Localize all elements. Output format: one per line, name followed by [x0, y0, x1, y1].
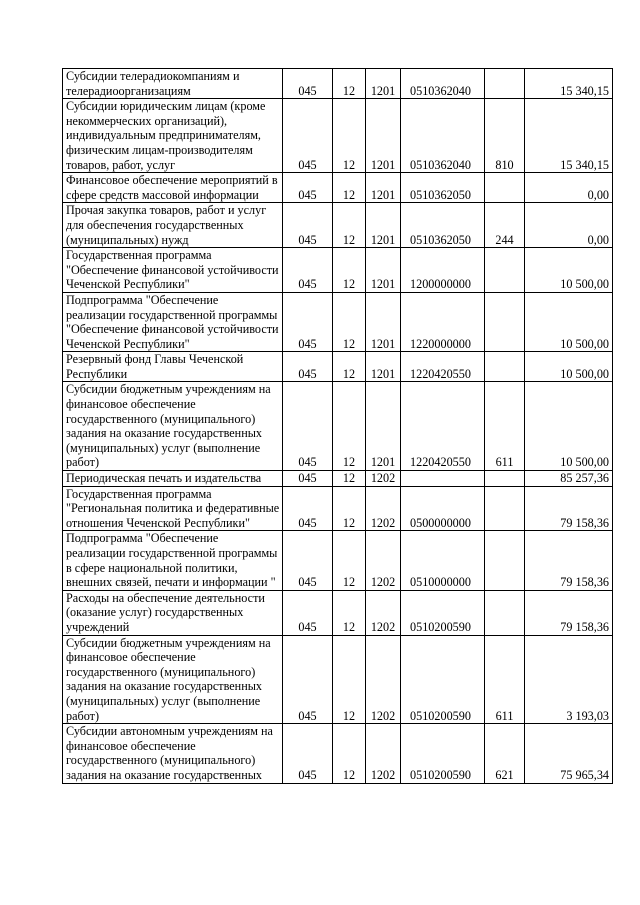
section-code: 12	[333, 471, 366, 487]
department-code: 045	[283, 382, 333, 471]
amount: 79 158,36	[525, 590, 613, 635]
amount: 10 500,00	[525, 382, 613, 471]
budget-table	[62, 68, 613, 784]
expense-name: Подпрограмма "Обеспечение реализации государственной программы в сфере национальной политики, внешних связей, печати и информации "	[63, 531, 283, 590]
expense-name: Субсидии юридическим лицам (кроме некоммерческих организаций), индивидуальным предпринимателям, физическим лицам-производителям товаров, работ, услуг	[63, 99, 283, 173]
department-code: 045	[283, 471, 333, 487]
subsection-code: 1202	[366, 635, 401, 724]
table-row	[63, 173, 613, 203]
section-code: 12	[333, 99, 366, 173]
expense-name: Расходы на обеспечение деятельности (оказание услуг) государственных учреждений	[63, 590, 283, 635]
subsection-code: 1201	[366, 382, 401, 471]
section-code: 12	[333, 352, 366, 382]
expense-type-code	[485, 248, 525, 293]
expense-type-code	[485, 531, 525, 590]
expense-name: Субсидии бюджетным учреждениям на финансовое обеспечение государственного (муниципального) задания на оказание государственных (муниципальных) услуг (выполнение работ)	[63, 635, 283, 724]
target-article-code: 0510362050	[401, 173, 485, 203]
amount: 85 257,36	[525, 471, 613, 487]
section-code: 12	[333, 173, 366, 203]
target-article-code: 0510200590	[401, 635, 485, 724]
budget-table-body	[63, 69, 613, 784]
amount: 10 500,00	[525, 292, 613, 351]
expense-type-code	[485, 69, 525, 99]
expense-type-code	[485, 352, 525, 382]
table-row	[63, 590, 613, 635]
section-code: 12	[333, 203, 366, 248]
subsection-code: 1201	[366, 203, 401, 248]
department-code: 045	[283, 352, 333, 382]
section-code: 12	[333, 724, 366, 783]
target-article-code: 0510362040	[401, 99, 485, 173]
table-row	[63, 352, 613, 382]
subsection-code: 1201	[366, 69, 401, 99]
subsection-code: 1201	[366, 352, 401, 382]
expense-name: Подпрограмма "Обеспечение реализации государственной программы "Обеспечение финансовой устойчивости Чеченской Республики"	[63, 292, 283, 351]
expense-name: Субсидии автономным учреждениям на финансовое обеспечение государственного (муниципального) задания на оказание государственных	[63, 724, 283, 783]
expense-name: Прочая закупка товаров, работ и услуг для обеспечения государственных (муниципальных) нужд	[63, 203, 283, 248]
expense-type-code	[485, 471, 525, 487]
table-row	[63, 69, 613, 99]
department-code: 045	[283, 486, 333, 531]
expense-type-code: 611	[485, 382, 525, 471]
amount: 3 193,03	[525, 635, 613, 724]
expense-name: Государственная программа "Обеспечение финансовой устойчивости Чеченской Республики"	[63, 248, 283, 293]
expense-name: Финансовое обеспечение мероприятий в сфере средств массовой информации	[63, 173, 283, 203]
subsection-code: 1201	[366, 248, 401, 293]
subsection-code: 1202	[366, 724, 401, 783]
expense-name: Резервный фонд Главы Чеченской Республики	[63, 352, 283, 382]
target-article-code	[401, 471, 485, 487]
amount: 79 158,36	[525, 531, 613, 590]
amount: 15 340,15	[525, 69, 613, 99]
target-article-code: 1220000000	[401, 292, 485, 351]
section-code: 12	[333, 248, 366, 293]
section-code: 12	[333, 382, 366, 471]
department-code: 045	[283, 203, 333, 248]
target-article-code: 0510362050	[401, 203, 485, 248]
expense-type-code: 611	[485, 635, 525, 724]
target-article-code: 0500000000	[401, 486, 485, 531]
expense-type-code: 244	[485, 203, 525, 248]
subsection-code: 1202	[366, 590, 401, 635]
expense-name: Государственная программа "Региональная политика и федеративные отношения Чеченской Республики"	[63, 486, 283, 531]
expense-type-code	[485, 173, 525, 203]
amount: 0,00	[525, 203, 613, 248]
subsection-code: 1202	[366, 486, 401, 531]
subsection-code: 1201	[366, 292, 401, 351]
target-article-code: 1220420550	[401, 352, 485, 382]
table-row	[63, 203, 613, 248]
section-code: 12	[333, 292, 366, 351]
section-code: 12	[333, 635, 366, 724]
department-code: 045	[283, 173, 333, 203]
table-row	[63, 531, 613, 590]
department-code: 045	[283, 590, 333, 635]
target-article-code: 0510200590	[401, 724, 485, 783]
target-article-code: 0510000000	[401, 531, 485, 590]
department-code: 045	[283, 292, 333, 351]
expense-type-code	[485, 590, 525, 635]
table-row	[63, 724, 613, 783]
expense-type-code: 810	[485, 99, 525, 173]
department-code: 045	[283, 635, 333, 724]
table-row	[63, 635, 613, 724]
section-code: 12	[333, 590, 366, 635]
amount: 79 158,36	[525, 486, 613, 531]
table-row	[63, 99, 613, 173]
expense-name: Субсидии телерадиокомпаниям и телерадиоорганизациям	[63, 69, 283, 99]
department-code: 045	[283, 69, 333, 99]
department-code: 045	[283, 724, 333, 783]
department-code: 045	[283, 99, 333, 173]
table-row	[63, 248, 613, 293]
expense-type-code	[485, 486, 525, 531]
target-article-code: 0510362040	[401, 69, 485, 99]
table-row	[63, 471, 613, 487]
amount: 15 340,15	[525, 99, 613, 173]
table-row	[63, 382, 613, 471]
subsection-code: 1202	[366, 471, 401, 487]
amount: 0,00	[525, 173, 613, 203]
amount: 10 500,00	[525, 248, 613, 293]
table-row	[63, 486, 613, 531]
subsection-code: 1201	[366, 173, 401, 203]
expense-name: Периодическая печать и издательства	[63, 471, 283, 487]
expense-name: Субсидии бюджетным учреждениям на финансовое обеспечение государственного (муниципального) задания на оказание государственных (муниципальных) услуг (выполнение работ)	[63, 382, 283, 471]
target-article-code: 0510200590	[401, 590, 485, 635]
expense-type-code	[485, 292, 525, 351]
target-article-code: 1220420550	[401, 382, 485, 471]
subsection-code: 1202	[366, 531, 401, 590]
subsection-code: 1201	[366, 99, 401, 173]
department-code: 045	[283, 248, 333, 293]
amount: 75 965,34	[525, 724, 613, 783]
section-code: 12	[333, 486, 366, 531]
expense-type-code: 621	[485, 724, 525, 783]
target-article-code: 1200000000	[401, 248, 485, 293]
amount: 10 500,00	[525, 352, 613, 382]
section-code: 12	[333, 531, 366, 590]
department-code: 045	[283, 531, 333, 590]
table-row	[63, 292, 613, 351]
section-code: 12	[333, 69, 366, 99]
